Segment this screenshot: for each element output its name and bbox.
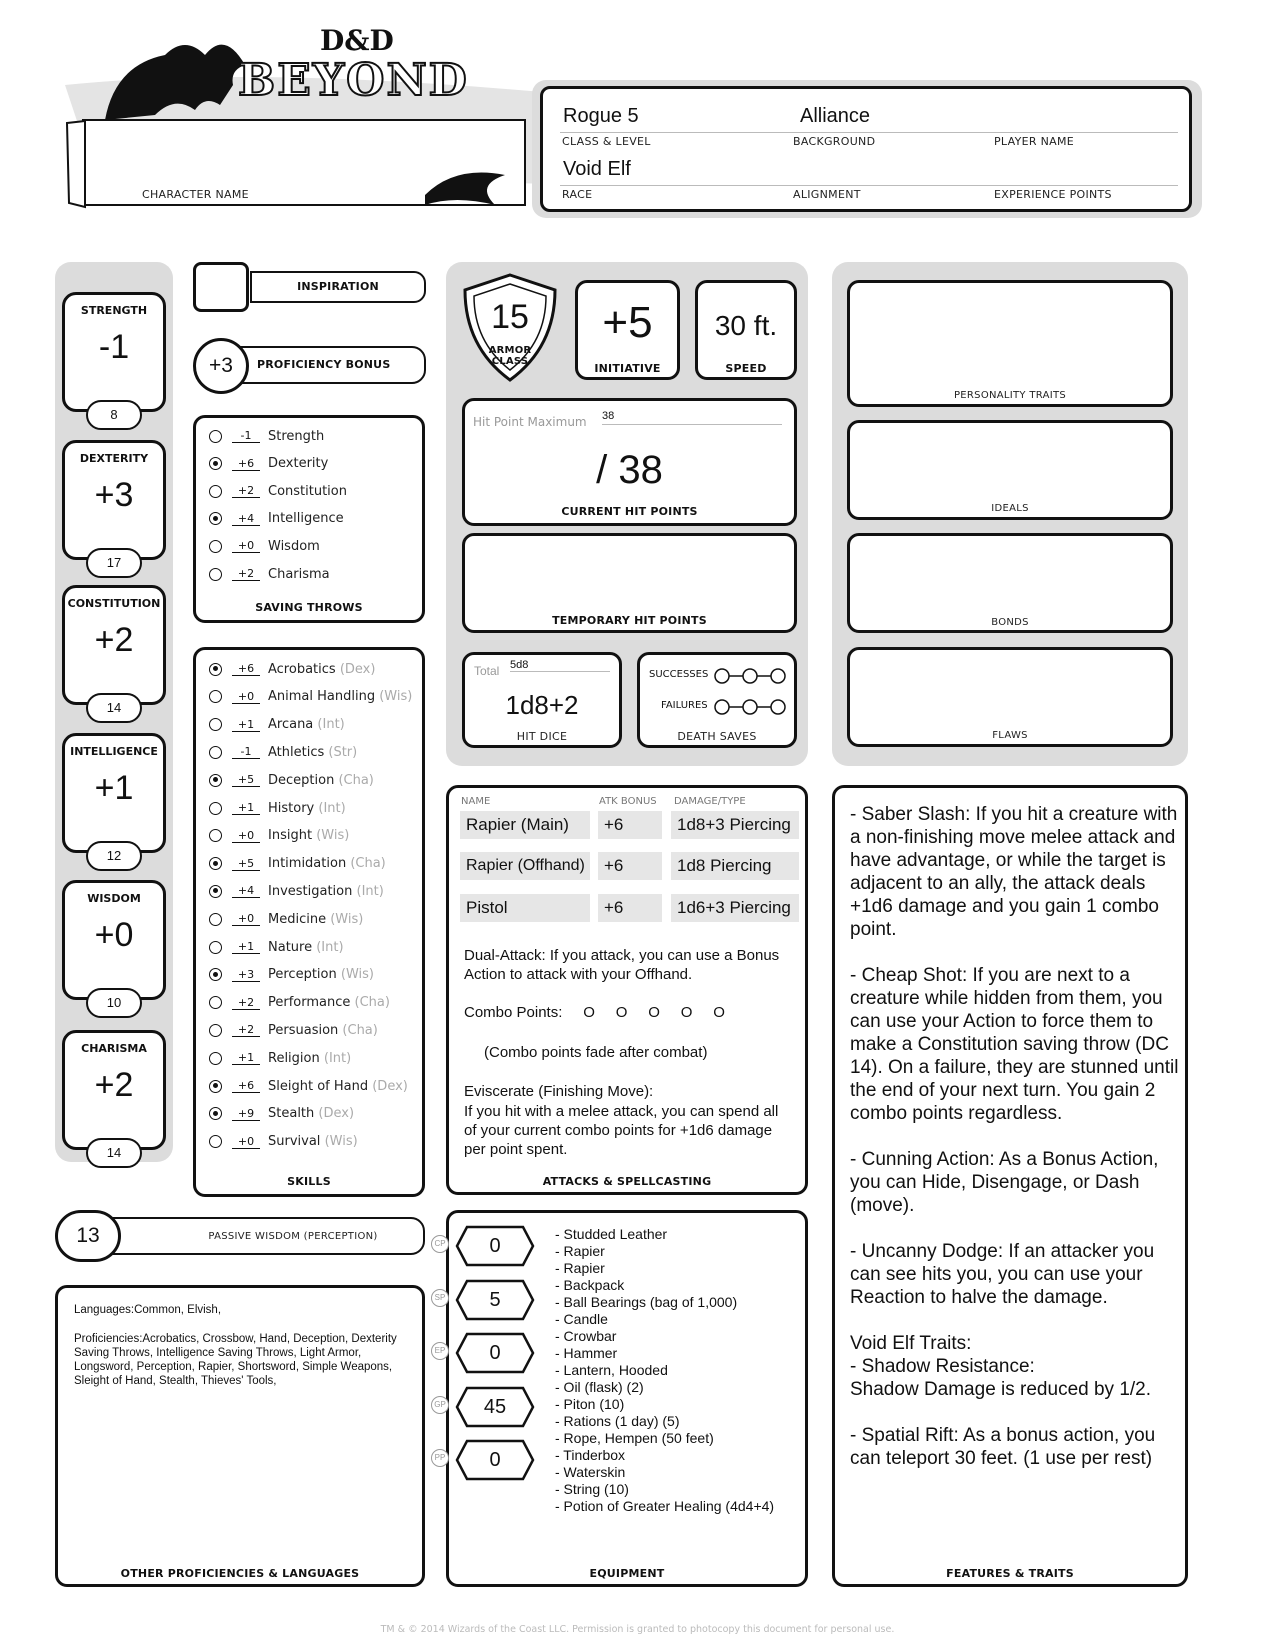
- logo-name: BEYOND: [238, 55, 469, 106]
- skill-row: [193, 1047, 351, 1069]
- saving-throw-row: [193, 425, 324, 447]
- skill-modifier: +1: [232, 718, 260, 732]
- coin-value[interactable]: 0: [489, 1342, 501, 1364]
- skill-name-wrap: [268, 717, 345, 732]
- proficiency-dot-icon[interactable]: [209, 512, 222, 525]
- coin-cp: [434, 1225, 535, 1267]
- passive-perception-value-box: [55, 1210, 121, 1262]
- attacks-title: ATTACKS & SPELLCASTING: [542, 1175, 712, 1188]
- feature-paragraph: - Spatial Rift: As a bonus action, you can teleport 30 feet. (1 use per rest): [850, 1425, 1156, 1469]
- proficiency-bonus-label: [225, 346, 426, 384]
- hp-current-label: CURRENT HIT POINTS: [561, 505, 698, 518]
- ability-score[interactable]: 12: [86, 841, 142, 871]
- equipment-item: - Candle: [555, 1311, 608, 1327]
- attacks-header-damage: DAMAGE/TYPE: [674, 796, 746, 807]
- skill-modifier: +0: [232, 690, 260, 704]
- skill-name: Intimidation: [268, 856, 347, 872]
- speed-value: 30 ft.: [714, 310, 778, 341]
- attack-damage: 1d8 Piercing: [671, 852, 799, 880]
- skill-row: [193, 1131, 358, 1153]
- proficiency-bonus-circle: [193, 338, 249, 394]
- languages-text: Languages:Common, Elvish,: [74, 1304, 222, 1316]
- saving-throw-modifier: +2: [232, 484, 260, 498]
- equipment-item: - Potion of Greater Healing (4d4+4): [555, 1498, 775, 1514]
- skill-ability: (Wis): [330, 911, 364, 927]
- initiative-value: +5: [602, 298, 653, 347]
- skill-modifier: +2: [232, 996, 260, 1010]
- inspiration-box[interactable]: [193, 262, 249, 312]
- hit-dice-total-value: 5d8: [510, 659, 610, 672]
- skill-row: [193, 992, 390, 1014]
- skill-name: Acrobatics: [268, 661, 336, 677]
- equipment-item: - Rapier: [555, 1243, 605, 1259]
- features-title: FEATURES & TRAITS: [946, 1567, 1074, 1580]
- skill-modifier: -1: [232, 745, 260, 759]
- saving-throw-modifier: +4: [232, 512, 260, 526]
- saving-throw-modifier: +2: [232, 567, 260, 581]
- skill-name-wrap: [268, 662, 375, 677]
- saving-throw-name: Intelligence: [268, 511, 344, 527]
- proficiency-dot-icon[interactable]: [209, 430, 222, 443]
- skill-row: [193, 714, 345, 736]
- coin-pp: [434, 1439, 535, 1481]
- saving-throw-name: Wisdom: [268, 538, 320, 554]
- hp-current-value: / 38: [596, 448, 663, 492]
- skill-name: Insight: [268, 828, 313, 844]
- skill-row: [193, 936, 344, 958]
- proficiency-dot-icon[interactable]: [209, 968, 222, 981]
- inspiration-label: [250, 271, 426, 303]
- failures-label: FAILURES: [661, 700, 708, 711]
- inspiration-label-text: INSPIRATION: [297, 280, 379, 293]
- alignment-label: ALIGNMENT: [793, 188, 861, 201]
- skill-row: [193, 1103, 354, 1125]
- bonds-label: BONDS: [991, 617, 1029, 628]
- hp-max-value: 38: [602, 410, 782, 425]
- skill-ability: (Int): [318, 800, 346, 816]
- feature-paragraph: - Uncanny Dodge: If an attacker you can see hits you, you can use your Reaction to halve the damage.: [850, 1241, 1155, 1308]
- race-value: Void Elf: [563, 158, 631, 180]
- saving-throw-modifier: +6: [232, 457, 260, 471]
- death-save-circles[interactable]: [712, 664, 792, 720]
- skill-name: Persuasion: [268, 1022, 339, 1038]
- hp-max-label: Hit Point Maximum: [473, 415, 587, 429]
- saving-throws-title: SAVING THROWS: [255, 601, 363, 614]
- features-list: [850, 803, 1180, 1493]
- ability-modifier: +1: [94, 769, 134, 807]
- attack-name[interactable]: Rapier (Main): [460, 811, 590, 839]
- coin-tag: GP: [431, 1396, 449, 1414]
- equipment-item: - Rations (1 day) (5): [555, 1413, 680, 1429]
- equipment-item: - Oil (flask) (2): [555, 1379, 644, 1395]
- attack-damage: 1d6+3 Piercing: [671, 894, 799, 922]
- eviscerate-text: If you hit with a melee attack, you can spend all of your current combo points for +1d6 damage per point spent.: [464, 1103, 779, 1158]
- equipment-item: - Rope, Hempen (50 feet): [555, 1430, 714, 1446]
- coin-ep: [434, 1332, 535, 1374]
- skill-modifier: +0: [232, 1135, 260, 1149]
- equipment-title: EQUIPMENT: [589, 1567, 665, 1580]
- skill-row: [193, 1075, 408, 1097]
- saving-throw-name: Dexterity: [268, 456, 329, 472]
- equipment-item: - Lantern, Hooded: [555, 1362, 668, 1378]
- skill-modifier: +6: [232, 662, 260, 676]
- ability-modifier: +2: [94, 621, 134, 659]
- proficiency-bonus-value: +3: [209, 354, 233, 377]
- skill-name-wrap: [268, 912, 363, 927]
- skill-row: [193, 908, 363, 930]
- equipment-item: - Ball Bearings (bag of 1,000): [555, 1294, 738, 1310]
- skill-row: [193, 825, 349, 847]
- skill-ability: (Dex): [318, 1106, 355, 1122]
- coin-value[interactable]: 5: [489, 1288, 501, 1311]
- skill-name: Survival: [268, 1134, 321, 1150]
- skill-name: Medicine: [268, 911, 327, 927]
- skill-name-wrap: [268, 745, 357, 760]
- equipment-item: - String (10): [555, 1481, 629, 1497]
- saving-throw-row: [193, 453, 328, 475]
- personality-traits-label: PERSONALITY TRAITS: [953, 390, 1067, 401]
- saving-throw-row: [193, 563, 330, 585]
- ability-modifier: +3: [94, 476, 134, 514]
- equipment-item: - Tinderbox: [555, 1447, 626, 1463]
- combo-note-text: (Combo points fade after combat): [484, 1044, 708, 1061]
- skill-ability: (Dex): [372, 1078, 408, 1094]
- saving-throw-name: Constitution: [268, 483, 347, 499]
- proficiency-dot-icon[interactable]: [209, 1024, 222, 1037]
- successes-label: SUCCESSES: [649, 669, 709, 680]
- xp-label: EXPERIENCE POINTS: [994, 188, 1112, 201]
- attacks-header-name: NAME: [461, 796, 491, 807]
- race-label: RACE: [562, 188, 593, 201]
- attack-name[interactable]: Rapier (Offhand): [460, 852, 590, 880]
- feature-paragraph: - Saber Slash: If you hit a creature with a non-finishing move melee attack and have advantage, or while the target is adjacent to an ally, the attack deals +1d6 damage and you gain 1 combo point.: [850, 804, 1178, 940]
- skill-ability: (Wis): [379, 689, 413, 705]
- skill-modifier: +3: [232, 968, 260, 982]
- saving-throw-name: Strength: [268, 428, 325, 444]
- skill-name: Sleight of Hand: [268, 1078, 369, 1094]
- equipment-item: - Studded Leather: [555, 1226, 668, 1242]
- passive-perception-label: PASSIVE WISDOM (PERCEPTION): [208, 1231, 378, 1242]
- ability-score[interactable]: 17: [86, 548, 142, 578]
- combo-points-text: Combo Points: O O O O O: [464, 1004, 725, 1021]
- coin-value[interactable]: 0: [489, 1235, 501, 1257]
- coin-tag: CP: [431, 1235, 449, 1253]
- equipment-item: - Crowbar: [555, 1328, 617, 1344]
- proficiency-dot-icon[interactable]: [209, 829, 222, 842]
- skill-modifier: +1: [232, 801, 260, 815]
- player-name-label: PLAYER NAME: [994, 135, 1074, 148]
- skill-modifier: +9: [232, 1107, 260, 1121]
- skill-ability: (Int): [356, 883, 384, 899]
- skill-modifier: +0: [232, 829, 260, 843]
- equipment-item: - Rapier: [555, 1260, 605, 1276]
- feature-paragraph: - Cheap Shot: If you are next to a creature while hidden from them, you can use your Action to force them to make a Constitution saving throw (DC 14). On a failure, they are stunned until the end of your next turn. You gain 2 combo points regardless.: [850, 965, 1179, 1124]
- skill-modifier: +5: [232, 857, 260, 871]
- proficiency-dot-icon[interactable]: [209, 746, 222, 759]
- attacks-header-bonus: ATK BONUS: [599, 796, 657, 807]
- proficiency-bonus-label-text: PROFICIENCY BONUS: [257, 358, 391, 371]
- skill-name-wrap: [268, 1079, 408, 1094]
- ability-modifier: -1: [98, 328, 130, 366]
- background-label: BACKGROUND: [793, 135, 876, 148]
- ability-modifier: +2: [94, 1066, 134, 1104]
- attack-bonus: +6: [598, 852, 662, 880]
- proficiency-dot-icon[interactable]: [209, 857, 222, 870]
- skill-ability: (Int): [317, 717, 345, 733]
- skill-name-wrap: [268, 967, 374, 982]
- proficiency-dot-icon[interactable]: [209, 1107, 222, 1120]
- ability-score[interactable]: 14: [86, 1138, 142, 1168]
- skill-name: Investigation: [268, 883, 353, 899]
- header-row2-line: [560, 185, 1178, 186]
- skill-name-wrap: [268, 773, 374, 788]
- armor-class-label-line1: ARMOR: [488, 345, 532, 356]
- speed-label: SPEED: [725, 362, 767, 375]
- equipment-item: - Hammer: [555, 1345, 618, 1361]
- saving-throw-row: [193, 480, 347, 502]
- skill-name-wrap: [268, 689, 412, 704]
- passive-perception-value: 13: [76, 1224, 100, 1247]
- skill-name-wrap: [268, 828, 349, 843]
- saving-throw-row: [193, 508, 344, 530]
- class-level-value: Rogue 5: [563, 105, 639, 127]
- skills-title: SKILLS: [287, 1175, 331, 1188]
- proficiency-dot-icon[interactable]: [209, 540, 222, 553]
- ability-dexterity: [62, 440, 166, 576]
- coin-tag: SP: [431, 1289, 449, 1307]
- ability-name: INTELLIGENCE: [70, 745, 158, 758]
- armor-class-label: [460, 345, 560, 367]
- proficiency-dot-icon[interactable]: [209, 690, 222, 703]
- skill-name: Deception: [268, 772, 335, 788]
- skill-modifier: +1: [232, 1051, 260, 1065]
- hit-dice-value: 1d8+2: [505, 690, 579, 720]
- skill-ability: (Int): [323, 1050, 352, 1066]
- saving-throw-name: Charisma: [268, 566, 330, 582]
- ability-strength: [62, 292, 166, 428]
- skill-row: [193, 741, 357, 763]
- personality-traits-box[interactable]: [847, 280, 1173, 407]
- ability-name: CONSTITUTION: [67, 597, 161, 610]
- attack-bonus: +6: [598, 811, 662, 839]
- proficiency-dot-icon[interactable]: [209, 568, 222, 581]
- skill-name-wrap: [268, 856, 386, 871]
- skill-modifier: +2: [232, 1023, 260, 1037]
- attack-bonus: +6: [598, 894, 662, 922]
- equipment-item: - Waterskin: [555, 1464, 626, 1480]
- proficiencies-text: Proficiencies:Acrobatics, Crossbow, Hand, Deception, Dexterity Saving Throws, Intelligence Saving Throws, Light Armor, Longsword, Perception, Rapier, Shortsword, Simple Weapons, Sleight of Hand, Stealth, Thieves' Tools,: [74, 1333, 397, 1387]
- coin-value[interactable]: 0: [489, 1449, 501, 1471]
- feature-paragraph: Void Elf Traits: - Shadow Resistance: Shadow Damage is reduced by 1/2.: [850, 1333, 1152, 1400]
- equipment-item: - Backpack: [555, 1277, 625, 1293]
- skill-name-wrap: [268, 940, 344, 955]
- skill-ability: (Wis): [340, 967, 374, 983]
- ability-name: STRENGTH: [80, 304, 148, 317]
- skill-modifier: +0: [232, 912, 260, 926]
- skill-name-wrap: [268, 1051, 351, 1066]
- proficiency-dot-icon[interactable]: [209, 457, 222, 470]
- coin-tag: EP: [431, 1342, 449, 1360]
- skill-name-wrap: [268, 1134, 358, 1149]
- skill-modifier: +6: [232, 1079, 260, 1093]
- header-row1-line: [560, 132, 1178, 133]
- ability-intelligence: [62, 733, 166, 869]
- skill-ability: (Cha): [350, 856, 386, 872]
- coin-gp: [434, 1386, 535, 1428]
- ability-wisdom: [62, 880, 166, 1016]
- hit-dice-total-label: Total: [474, 664, 500, 678]
- ability-charisma: [62, 1030, 166, 1166]
- death-saves-label: DEATH SAVES: [677, 730, 757, 743]
- proficiency-dot-icon[interactable]: [209, 1052, 222, 1065]
- skill-name: Athletics: [268, 744, 325, 760]
- skill-ability: (Wis): [324, 1134, 358, 1150]
- coin-value[interactable]: 45: [483, 1395, 507, 1418]
- skill-name-wrap: [268, 1023, 378, 1038]
- skill-modifier: +5: [232, 773, 260, 787]
- proficiency-dot-icon[interactable]: [209, 885, 222, 898]
- skill-row: [193, 880, 384, 902]
- proficiency-dot-icon[interactable]: [209, 485, 222, 498]
- skill-name-wrap: [268, 1106, 354, 1121]
- ability-name: CHARISMA: [81, 1042, 147, 1055]
- proficiency-dot-icon[interactable]: [209, 996, 222, 1009]
- skill-row: [193, 686, 412, 708]
- skill-ability: (Cha): [342, 1022, 378, 1038]
- skill-row: [193, 853, 386, 875]
- skill-row: [193, 964, 374, 986]
- skill-ability: (Int): [316, 939, 344, 955]
- proficiency-dot-icon[interactable]: [209, 718, 222, 731]
- skill-name: Perception: [268, 967, 337, 983]
- ability-constitution: [62, 585, 166, 721]
- initiative-label: INITIATIVE: [594, 362, 661, 375]
- saving-throw-modifier: +0: [232, 539, 260, 553]
- ability-modifier: +0: [94, 916, 134, 954]
- eviscerate-title: Eviscerate (Finishing Move):: [464, 1083, 654, 1100]
- proficiency-dot-icon[interactable]: [209, 802, 222, 815]
- class-level-label: CLASS & LEVEL: [562, 135, 651, 148]
- flaws-label: FLAWS: [992, 730, 1028, 741]
- background-value: Alliance: [800, 105, 871, 127]
- character-name-label: CHARACTER NAME: [142, 188, 249, 201]
- proficiency-dot-icon[interactable]: [209, 774, 222, 787]
- footer-copyright: TM & © 2014 Wizards of the Coast LLC. Permission is granted to photocopy this document for personal use.: [380, 1624, 895, 1635]
- skill-name-wrap: [268, 884, 384, 899]
- hit-dice-label: HIT DICE: [516, 730, 568, 743]
- skill-name: Arcana: [268, 717, 314, 733]
- proficiency-dot-icon[interactable]: [209, 913, 222, 926]
- ideals-label: IDEALS: [991, 503, 1029, 514]
- skill-row: [193, 797, 346, 819]
- logo-dragon-icon: [55, 25, 575, 210]
- ability-name: WISDOM: [87, 892, 141, 905]
- skill-modifier: +1: [232, 940, 260, 954]
- armor-class-value: 15: [491, 298, 529, 336]
- logo-brand: D&D: [320, 24, 394, 57]
- skill-row: [193, 769, 374, 791]
- proficiency-dot-icon[interactable]: [209, 1135, 222, 1148]
- skill-ability: (Cha): [338, 772, 374, 788]
- ability-score[interactable]: 10: [86, 988, 142, 1018]
- attack-damage: 1d8+3 Piercing: [671, 811, 799, 839]
- equipment-item: - Piton (10): [555, 1396, 625, 1412]
- temp-hp-label: TEMPORARY HIT POINTS: [552, 614, 707, 627]
- skill-row: [193, 1019, 378, 1041]
- coin-sp: [434, 1279, 535, 1321]
- skill-name: Religion: [268, 1050, 320, 1066]
- skill-name-wrap: [268, 801, 346, 816]
- ability-name: DEXTERITY: [79, 452, 149, 465]
- proficiency-dot-icon[interactable]: [209, 1080, 222, 1093]
- proficiency-dot-icon[interactable]: [209, 941, 222, 954]
- skill-ability: (Str): [328, 744, 358, 760]
- skill-ability: (Wis): [316, 828, 350, 844]
- armor-class-label-line2: CLASS: [491, 356, 529, 367]
- skill-name: History: [268, 800, 315, 816]
- skill-modifier: +4: [232, 884, 260, 898]
- skill-name: Performance: [268, 995, 351, 1011]
- skill-name-wrap: [268, 995, 390, 1010]
- other-proficiencies-title: OTHER PROFICIENCIES & LANGUAGES: [120, 1567, 360, 1580]
- ability-score[interactable]: 14: [86, 693, 142, 723]
- ability-score[interactable]: 8: [86, 400, 142, 430]
- skill-ability: (Cha): [354, 995, 390, 1011]
- skill-name: Animal Handling: [268, 689, 376, 705]
- saving-throw-modifier: -1: [232, 429, 260, 443]
- saving-throw-row: [193, 535, 320, 557]
- attack-name[interactable]: Pistol: [460, 894, 590, 922]
- coin-tag: PP: [431, 1449, 449, 1467]
- feature-paragraph: - Cunning Action: As a Bonus Action, you can Hide, Disengage, or Dash (move).: [850, 1149, 1159, 1216]
- other-proficiencies-box: [55, 1285, 425, 1587]
- skill-ability: (Dex): [339, 661, 376, 677]
- proficiency-dot-icon[interactable]: [209, 663, 222, 676]
- skill-name: Stealth: [268, 1106, 315, 1122]
- skill-row: [193, 658, 375, 680]
- skill-name: Nature: [268, 939, 313, 955]
- dual-attack-text: Dual-Attack: If you attack, you can use a Bonus Action to attack with your Offhand.: [464, 947, 780, 983]
